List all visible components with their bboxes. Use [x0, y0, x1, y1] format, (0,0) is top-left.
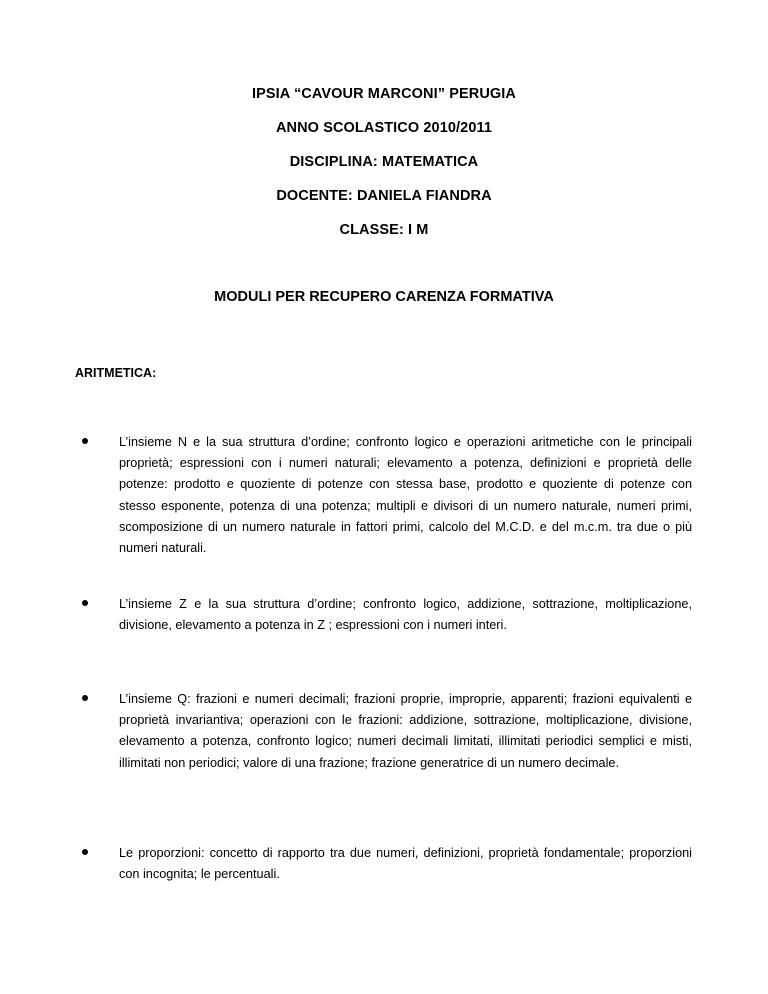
- section-heading: ARITMETICA:: [75, 366, 157, 380]
- bullet-icon: [82, 695, 88, 701]
- list-item-text: Le proporzioni: concetto di rapporto tra due numeri, definizioni, proprietà fondamentale; proporzioni con incognita; le percentuali.: [119, 846, 692, 882]
- bullet-icon: [82, 849, 88, 855]
- list-item-text: L’insieme Q: frazioni e numeri decimali; frazioni proprie, improprie, apparenti; frazioni equivalenti e proprietà invariantiva; operazioni con le frazioni: addizione, sottrazione, moltiplicazione, divisione, elevamento a potenza, confronto logico; numeri decimali limitati, illimitati periodici semplici e misti, illimitati non periodici; valore di una frazione; frazione generatrice di un numero decimale.: [119, 692, 692, 770]
- bullet-icon: [82, 600, 88, 606]
- school-year: ANNO SCOLASTICO 2010/2011: [275, 120, 493, 136]
- subject: DISCIPLINA: MATEMATICA: [289, 154, 479, 170]
- document-title: MODULI PER RECUPERO CARENZA FORMATIVA: [214, 289, 554, 305]
- teacher: DOCENTE: DANIELA FIANDRA: [276, 188, 492, 204]
- list-item-text: L’insieme Z e la sua struttura d’ordine; confronto logico, addizione, sottrazione, moltiplicazione, divisione, elevamento a potenza in Z ; espressioni con i numeri interi.: [119, 597, 692, 633]
- class-name: CLASSE: I M: [339, 222, 429, 238]
- bullet-icon: [82, 438, 88, 444]
- school-name: IPSIA “CAVOUR MARCONI” PERUGIA: [251, 86, 516, 102]
- list-item-text: L’insieme N e la sua struttura d’ordine; confronto logico e operazioni aritmetiche con le principali proprietà; espressioni con i numeri naturali; elevamento a potenza, definizioni e proprietà delle potenze: prodotto e quoziente di potenze con stessa base, prodotto e quoziente di potenze con stesso esponente, potenza di una potenza; multipli e divisori di un numero naturale, numeri primi, scomposizione di un numero naturale in fattori primi, calcolo del M.C.D. e del m.c.m. tra due o più numeri naturali.: [119, 435, 692, 556]
